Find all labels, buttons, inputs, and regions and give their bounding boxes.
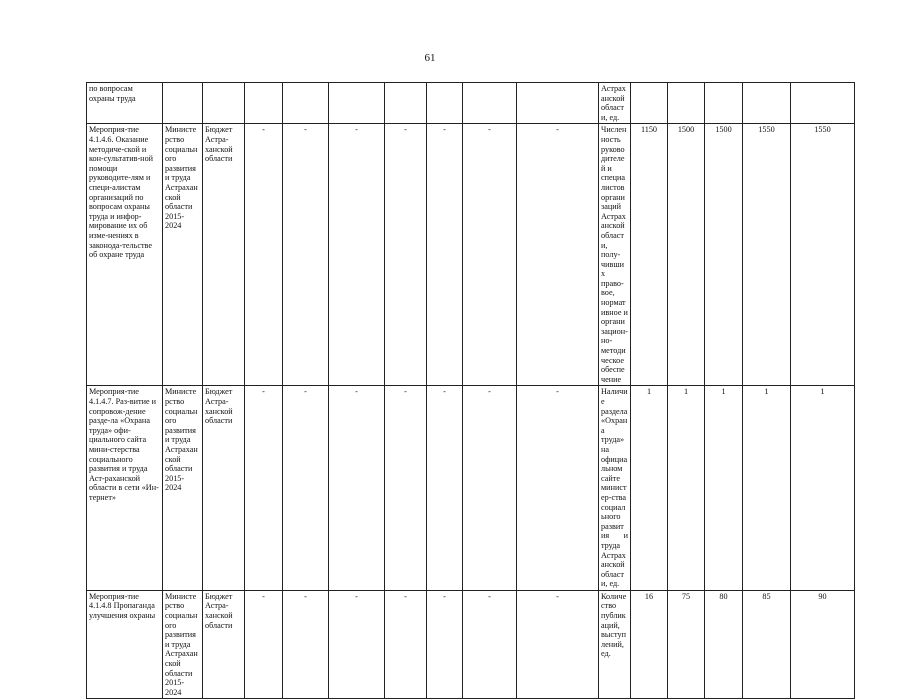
financing-cell: -	[283, 124, 329, 386]
financing-cell: -	[245, 386, 283, 590]
indicator-value-cell: 1500	[668, 124, 705, 386]
table-row	[87, 83, 855, 124]
indicator-value-cell	[631, 83, 668, 124]
financing-cell: -	[427, 386, 463, 590]
indicator-value-cell: 85	[743, 590, 791, 699]
executor-cell: Министерство социального развития и труда Астраханской области 2015-2024	[163, 124, 203, 386]
financing-cell	[463, 83, 517, 124]
measure-cell: по вопросам охраны труда	[87, 83, 163, 124]
funding-cell: Бюджет Астра-ханской области	[203, 124, 245, 386]
financing-cell	[427, 83, 463, 124]
indicator-value-cell: 1500	[705, 124, 743, 386]
indicator-value-cell: 16	[631, 590, 668, 699]
executor-cell: Министерство социального развития и труда Астраханской области 2015-2024	[163, 590, 203, 699]
indicator-cell: Наличие раздела «Охрана труда» на официальном сайте министер-ства социального развития и труда Астраханской области, ед.	[599, 386, 631, 590]
indicator-value-cell: 90	[791, 590, 855, 699]
financing-cell	[517, 83, 599, 124]
measure-cell: Мероприя-тие 4.1.4.7. Раз-витие и сопровож-дение разде-ла «Охрана труда» офи-циального сайта мини-стерства социального развития и труда Аст-раханской области в сети «Ин-тернет»	[87, 386, 163, 590]
table-row	[87, 124, 855, 386]
financing-cell: -	[517, 124, 599, 386]
funding-cell	[203, 83, 245, 124]
financing-cell	[245, 83, 283, 124]
table-row	[87, 590, 855, 699]
indicator-value-cell: 1	[791, 386, 855, 590]
financing-cell: -	[517, 590, 599, 699]
indicator-value-cell: 1	[668, 386, 705, 590]
indicator-cell: Количество публикаций, выступлений, ед.	[599, 590, 631, 699]
funding-cell: Бюджет Астра-ханской области	[203, 386, 245, 590]
table-row	[87, 386, 855, 590]
funding-cell: Бюджет Астра-ханской области	[203, 590, 245, 699]
financing-cell: -	[427, 590, 463, 699]
indicator-value-cell: 75	[668, 590, 705, 699]
indicator-value-cell	[791, 83, 855, 124]
financing-cell	[385, 83, 427, 124]
financing-cell: -	[329, 124, 385, 386]
financing-cell: -	[283, 590, 329, 699]
indicator-value-cell	[668, 83, 705, 124]
indicator-value-cell: 1550	[791, 124, 855, 386]
financing-cell	[283, 83, 329, 124]
financing-cell: -	[463, 386, 517, 590]
measure-cell: Мероприя-тие 4.1.4.6. Оказание методиче-ской и кон-сультатив-ной помощи руководите-лям и специ-алистам организаций по вопросам охраны труда и инфор-мирование их об изме-нениях в законода-тельстве об охране труда	[87, 124, 163, 386]
financing-cell: -	[517, 386, 599, 590]
financing-cell: -	[245, 124, 283, 386]
indicator-value-cell: 1	[631, 386, 668, 590]
financing-cell: -	[463, 124, 517, 386]
financing-cell: -	[427, 124, 463, 386]
indicator-value-cell: 1	[743, 386, 791, 590]
indicator-value-cell	[743, 83, 791, 124]
indicator-cell: Численность руководителей и специалистов организаций Астраханской области, полу-чивших право-вое, нормативное и организацион-но-методическое обеспечение	[599, 124, 631, 386]
indicator-cell: Астраханской области, ед.	[599, 83, 631, 124]
financing-cell	[329, 83, 385, 124]
measure-cell: Мероприя-тие 4.1.4.8 Пропаганда улучшения охраны	[87, 590, 163, 699]
indicator-value-cell: 80	[705, 590, 743, 699]
financing-cell: -	[385, 124, 427, 386]
indicator-value-cell	[705, 83, 743, 124]
indicator-value-cell: 1	[705, 386, 743, 590]
measures-table	[86, 82, 855, 699]
financing-cell: -	[385, 590, 427, 699]
executor-cell: Министерство социального развития и труда Астраханской области 2015-2024	[163, 386, 203, 590]
financing-cell: -	[329, 386, 385, 590]
financing-cell: -	[463, 590, 517, 699]
indicator-value-cell: 1550	[743, 124, 791, 386]
financing-cell: -	[245, 590, 283, 699]
indicator-value-cell: 1150	[631, 124, 668, 386]
financing-cell: -	[283, 386, 329, 590]
page-number: 61	[424, 52, 436, 64]
financing-cell: -	[385, 386, 427, 590]
executor-cell	[163, 83, 203, 124]
financing-cell: -	[329, 590, 385, 699]
